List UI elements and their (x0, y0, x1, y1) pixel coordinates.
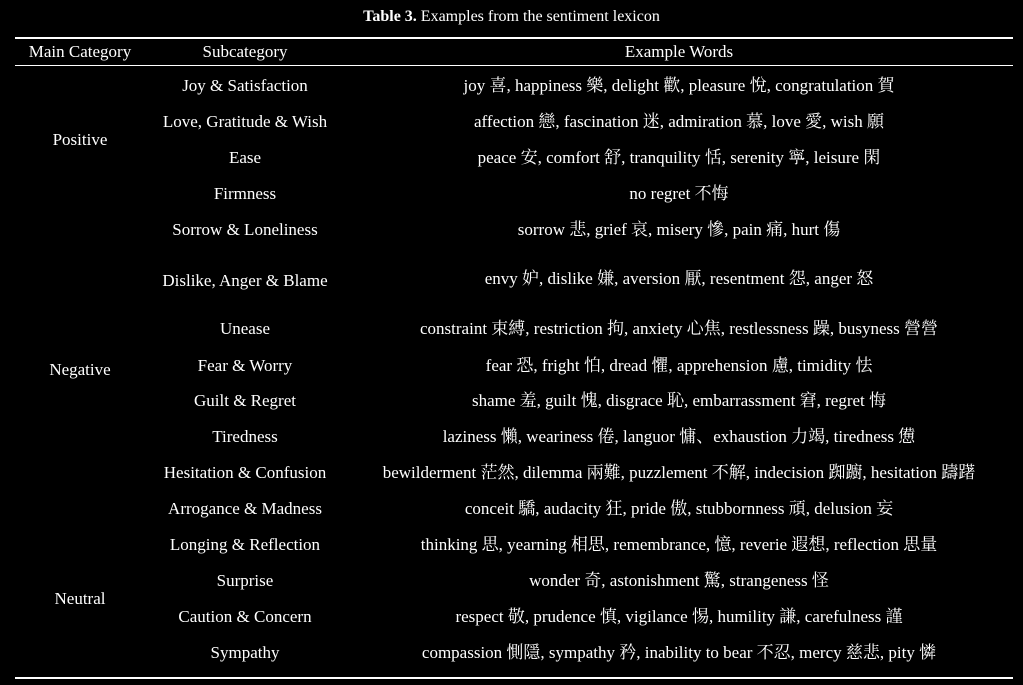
example-words-cell: respect 敬, prudence 慎, vigilance 惕, humility 謙, carefulness 謹 (455, 607, 903, 626)
subcategory-cell: Surprise (216, 571, 274, 590)
table-label: Table 3. (363, 8, 417, 25)
example-words-cell: fear 恐, fright 怕, dread 懼, apprehension 慮, timidity 怯 (485, 356, 873, 375)
example-words-cell: peace 安, comfort 舒, tranquility 恬, serenity 寧, leisure 閑 (477, 148, 881, 167)
example-words-cell: wonder 奇, astonishment 驚, strangeness 怪 (529, 571, 829, 590)
subcategory-cell: Ease (228, 148, 262, 167)
subcategory-cell: Caution & Concern (178, 607, 312, 626)
subcategory-cell: Tiredness (212, 427, 278, 446)
group-positive: Positive (52, 130, 108, 149)
group-neutral: Neutral (54, 589, 106, 608)
header-main-category: Main Category (28, 42, 132, 61)
subcategory-cell: Joy & Satisfaction (182, 76, 308, 95)
header-example-words: Example Words (624, 42, 734, 61)
table-title: Examples from the sentiment lexicon (420, 8, 660, 25)
subcategory-cell: Arrogance & Madness (168, 499, 322, 518)
header-subcategory: Subcategory (202, 42, 288, 61)
example-words-cell: bewilderment 茫然, dilemma 兩難, puzzlement 不解, indecision 踟躕, hesitation 躊躇 (382, 463, 976, 482)
header-rule (15, 65, 1013, 66)
subcategory-cell: Sympathy (210, 643, 280, 662)
subcategory-cell: Longing & Reflection (169, 535, 321, 554)
example-words-cell: constraint 束縛, restriction 拘, anxiety 心焦, restlessness 躁, busyness 營營 (420, 319, 938, 338)
subcategory-cell: Love, Gratitude & Wish (162, 112, 328, 131)
example-words-cell: joy 喜, happiness 樂, delight 歡, pleasure 悅, congratulation 賀 (463, 76, 895, 95)
example-words-cell: thinking 思, yearning 相思, remembrance, 憶, reverie 遐想, reflection 思量 (420, 535, 938, 554)
top-rule (15, 37, 1013, 39)
bottom-rule (15, 677, 1013, 679)
subcategory-cell: Fear & Worry (197, 356, 293, 375)
example-words-cell: affection 戀, fascination 迷, admiration 慕, love 愛, wish 願 (474, 112, 884, 131)
group-negative: Negative (49, 360, 111, 379)
subcategory-cell: Hesitation & Confusion (163, 463, 327, 482)
subcategory-cell: Guilt & Regret (194, 391, 296, 410)
subcategory-cell: Unease (219, 319, 271, 338)
subcategory-cell: Dislike, Anger & Blame (162, 270, 328, 290)
example-words-cell: shame 羞, guilt 愧, disgrace 恥, embarrassment 窘, regret 悔 (471, 391, 887, 410)
example-words-cell: sorrow 悲, grief 哀, misery 慘, pain 痛, hurt 傷 (517, 220, 841, 239)
subcategory-cell: Firmness (213, 184, 277, 203)
example-words-cell: conceit 驕, audacity 狂, pride 傲, stubbornness 頑, delusion 妄 (464, 499, 894, 518)
example-words-cell: compassion 惻隱, sympathy 矜, inability to bear 不忍, mercy 慈悲, pity 憐 (421, 643, 937, 662)
table-caption (0, 6, 1023, 28)
example-words-cell: laziness 懶, weariness 倦, languor 慵、exhaustion 力竭, tiredness 憊 (442, 427, 916, 446)
subcategory-cell: Sorrow & Loneliness (172, 220, 318, 239)
example-words-cell: no regret 不悔 (629, 184, 729, 203)
example-words-cell: envy 妒, dislike 嫌, aversion 厭, resentment 怨, anger 怒 (484, 269, 874, 288)
